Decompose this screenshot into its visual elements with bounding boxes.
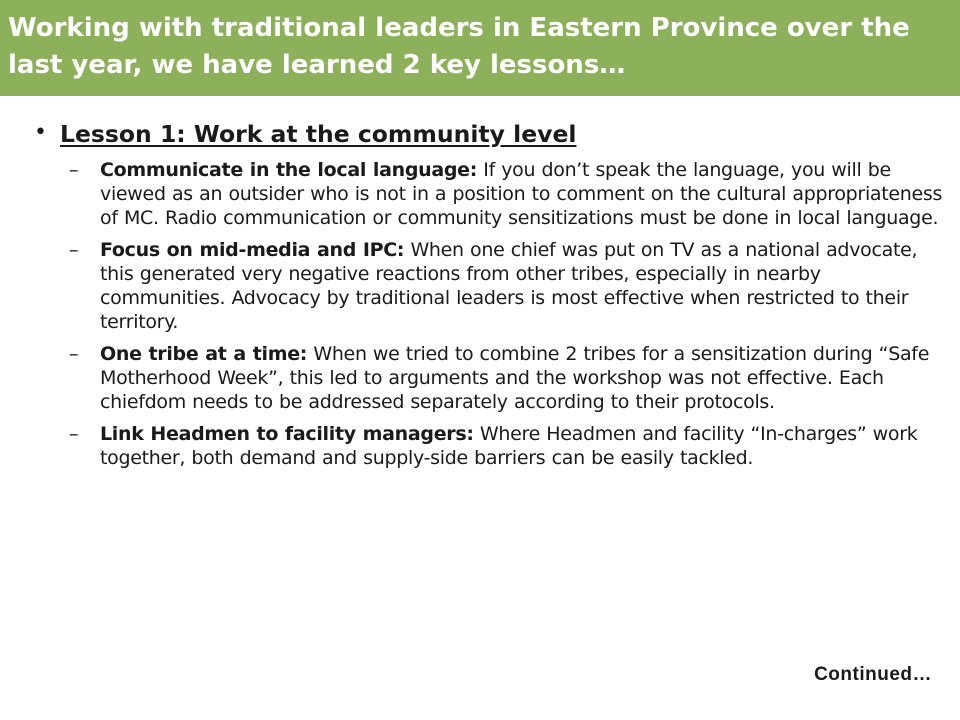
list-item (0, 342, 960, 414)
list-item-body: If you don’t speak the language, you will be viewed as an outsider who is not in a position to comment on the cultural appropriateness of MC. Radio communication or community sensitizations must be done in local language. (100, 159, 943, 229)
dash-bullet-icon: – (69, 343, 79, 365)
list-item-body: When one chief was put on TV as a national advocate, this generated very negative reactions from other tribes, especially in nearby communities. Advocacy by traditional leaders is most effective when restricted to their territory. (100, 239, 918, 333)
lesson-heading: Lesson 1: Work at the community level (60, 120, 577, 148)
dash-bullet-icon: – (69, 239, 79, 261)
list-item-text (100, 238, 945, 334)
lesson-bullet (0, 112, 960, 158)
list-item-lead: Focus on mid-media and IPC: (100, 239, 405, 261)
dash-bullet-icon: – (69, 159, 79, 181)
bullet-dot-icon: • (34, 120, 47, 145)
slide-content (0, 112, 960, 478)
title-bar (0, 0, 960, 96)
list-item (0, 238, 960, 334)
list-item (0, 158, 960, 230)
continued-label: Continued… (814, 664, 932, 685)
dash-bullet-icon: – (69, 423, 79, 445)
list-item-text (100, 422, 945, 470)
list-item-body: Where Headmen and facility “In-charges” work together, both demand and supply-side barriers can be easily tackled. (100, 423, 918, 469)
list-item-text (100, 342, 945, 414)
list-item-lead: Communicate in the local language: (100, 159, 478, 181)
list-item-lead: Link Headmen to facility managers: (100, 423, 474, 445)
list-item-text (100, 158, 945, 230)
list-item (0, 422, 960, 470)
list-item-lead: One tribe at a time: (100, 343, 308, 365)
list-item-body: When we tried to combine 2 tribes for a sensitization during “Safe Motherhood Week”, this led to arguments and the workshop was not effective. Each chiefdom needs to be addressed separately according to their protocols. (100, 343, 930, 413)
lesson-points-list (0, 158, 960, 470)
slide-title: Working with traditional leaders in Eastern Province over the last year, we have learned 2 key lessons… (8, 13, 910, 80)
